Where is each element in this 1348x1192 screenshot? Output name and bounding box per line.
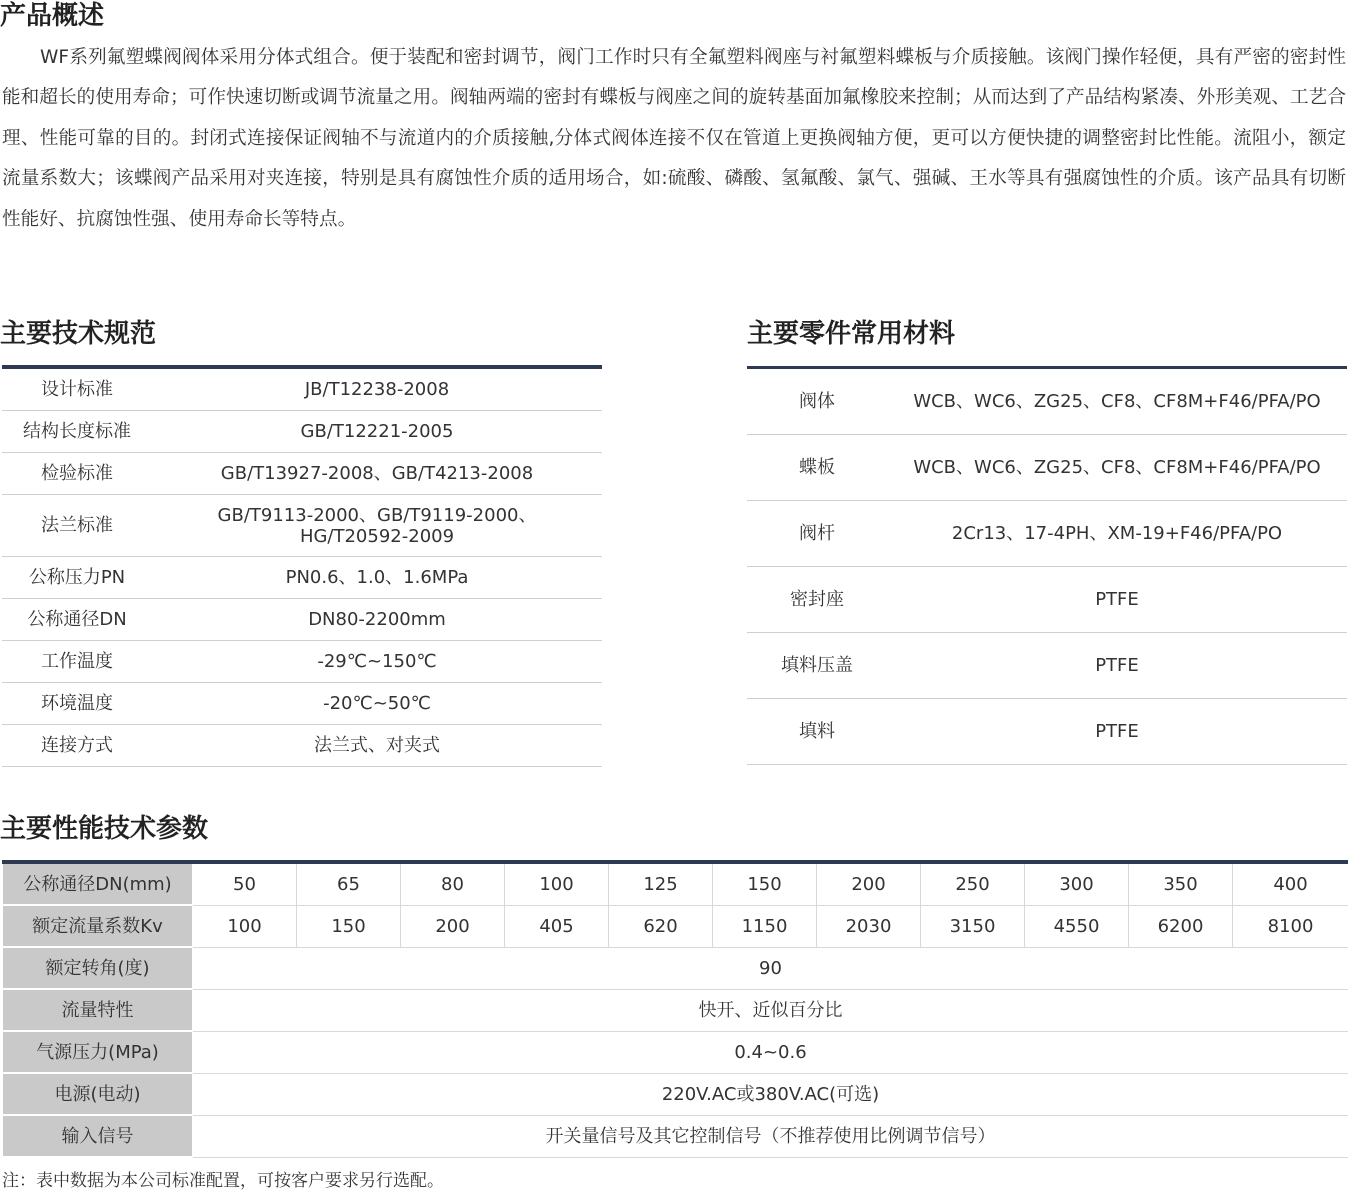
kv-cell: 4550 xyxy=(1025,905,1129,947)
material-part: 阀杆 xyxy=(747,501,887,567)
overview-title: 产品概述 xyxy=(0,0,104,32)
spec-value: GB/T12221-2005 xyxy=(152,411,602,453)
kv-cell: 2030 xyxy=(817,905,921,947)
material-value: PTFE xyxy=(887,633,1347,699)
performance-title: 主要性能技术参数 xyxy=(0,813,208,845)
footnote: 注：表中数据为本公司标准配置，可按客户要求另行选配。 xyxy=(2,1170,444,1192)
param-label: 气源压力(MPa) xyxy=(3,1031,193,1073)
param-label: 电源(电动) xyxy=(3,1073,193,1115)
kv-cell: 3150 xyxy=(921,905,1025,947)
spec-value-line: GB/T9113-2000、GB/T9119-2000、 xyxy=(218,505,537,526)
spec-label: 检验标准 xyxy=(2,453,152,495)
material-value: PTFE xyxy=(887,567,1347,633)
param-label: 额定转角(度) xyxy=(3,947,193,989)
spec-value-line: HG/T20592-2009 xyxy=(300,526,454,547)
material-part: 填料压盖 xyxy=(747,633,887,699)
dn-cell: 125 xyxy=(609,862,713,905)
table-row xyxy=(747,501,1347,567)
material-part: 密封座 xyxy=(747,567,887,633)
table-row xyxy=(747,368,1347,435)
table-row xyxy=(3,905,1348,947)
overview-text: WF系列氟塑蝶阀阀体采用分体式组合。便于装配和密封调节，阀门工作时只有全氟塑料阀座与衬氟塑料蝶板与介质接触。该阀门操作轻便，具有严密的密封性能和超长的使用寿命；可作快速切断或调节流量之用。阀轴两端的密封有蝶板与阀座之间的旋转基面加氟橡胶来控制；从而达到了产品结构紧凑、外形美观、工艺合理、性能可靠的目的。封闭式连接保证阀轴不与流道内的介质接触,分体式阀体连接不仅在管道上更换阀轴方便，更可以方便快捷的调整密封比性能。流阻小，额定流量系数大；该蝶阀产品采用对夹连接，特别是具有腐蚀性介质的适用场合，如:硫酸、磷酸、氢氟酸、氯气、强碱、王水等具有强腐蚀性的介质。该产品具有切断性能好、抗腐蚀性强、使用寿命长等特点。 xyxy=(2,38,1346,240)
material-value: 2Cr13、17-4PH、XM-19+F46/PFA/PO xyxy=(887,501,1347,567)
spec-label: 连接方式 xyxy=(2,725,152,767)
performance-table xyxy=(2,860,1348,1158)
kv-cell: 8100 xyxy=(1233,905,1348,947)
table-row xyxy=(3,1073,1348,1115)
table-row xyxy=(3,1115,1348,1157)
spec-value: PN0.6、1.0、1.6MPa xyxy=(152,557,602,599)
spec-label: 结构长度标准 xyxy=(2,411,152,453)
table-row xyxy=(2,495,602,557)
kv-cell: 200 xyxy=(401,905,505,947)
table-row xyxy=(2,725,602,767)
table-row xyxy=(2,557,602,599)
kv-cell: 405 xyxy=(505,905,609,947)
dn-cell: 300 xyxy=(1025,862,1129,905)
table-row xyxy=(2,683,602,725)
table-row xyxy=(3,947,1348,989)
kv-label: 额定流量系数Kv xyxy=(3,905,193,947)
material-part: 填料 xyxy=(747,699,887,765)
spec-label: 法兰标准 xyxy=(2,495,152,557)
table-row xyxy=(747,699,1347,765)
param-value: 0.4~0.6 xyxy=(193,1031,1348,1073)
dn-cell: 350 xyxy=(1129,862,1233,905)
spec-value: -20℃~50℃ xyxy=(152,683,602,725)
spec-label: 环境温度 xyxy=(2,683,152,725)
dn-label: 公称通径DN(mm) xyxy=(3,862,193,905)
dn-cell: 50 xyxy=(193,862,297,905)
spec-value: -29℃~150℃ xyxy=(152,641,602,683)
dn-cell: 100 xyxy=(505,862,609,905)
spec-value-multiline xyxy=(152,495,602,557)
materials-title: 主要零件常用材料 xyxy=(747,318,955,350)
param-value: 220V.AC或380V.AC(可选) xyxy=(193,1073,1348,1115)
param-value: 快开、近似百分比 xyxy=(193,989,1348,1031)
material-part: 蝶板 xyxy=(747,435,887,501)
table-row xyxy=(2,367,602,411)
table-row xyxy=(2,599,602,641)
table-row xyxy=(747,633,1347,699)
table-row xyxy=(2,411,602,453)
material-value: PTFE xyxy=(887,699,1347,765)
material-value: WCB、WC6、ZG25、CF8、CF8M+F46/PFA/PO xyxy=(887,435,1347,501)
dn-cell: 200 xyxy=(817,862,921,905)
material-value: WCB、WC6、ZG25、CF8、CF8M+F46/PFA/PO xyxy=(887,368,1347,435)
spec-title: 主要技术规范 xyxy=(0,318,156,350)
param-value: 开关量信号及其它控制信号（不推荐使用比例调节信号） xyxy=(193,1115,1348,1157)
table-row xyxy=(747,567,1347,633)
spec-label: 公称通径DN xyxy=(2,599,152,641)
material-part: 阀体 xyxy=(747,368,887,435)
spec-value: JB/T12238-2008 xyxy=(152,367,602,411)
table-row xyxy=(3,989,1348,1031)
dn-cell: 80 xyxy=(401,862,505,905)
kv-cell: 150 xyxy=(297,905,401,947)
dn-cell: 400 xyxy=(1233,862,1348,905)
param-value: 90 xyxy=(193,947,1348,989)
spec-value: 法兰式、对夹式 xyxy=(152,725,602,767)
dn-cell: 250 xyxy=(921,862,1025,905)
kv-cell: 100 xyxy=(193,905,297,947)
spec-value: DN80-2200mm xyxy=(152,599,602,641)
kv-cell: 1150 xyxy=(713,905,817,947)
materials-table xyxy=(747,366,1347,765)
table-row xyxy=(3,862,1348,905)
spec-value: GB/T13927-2008、GB/T4213-2008 xyxy=(152,453,602,495)
dn-cell: 150 xyxy=(713,862,817,905)
param-label: 流量特性 xyxy=(3,989,193,1031)
param-label: 输入信号 xyxy=(3,1115,193,1157)
table-row xyxy=(3,1031,1348,1073)
spec-label: 公称压力PN xyxy=(2,557,152,599)
dn-cell: 65 xyxy=(297,862,401,905)
kv-cell: 6200 xyxy=(1129,905,1233,947)
kv-cell: 620 xyxy=(609,905,713,947)
table-row xyxy=(747,435,1347,501)
table-row xyxy=(2,641,602,683)
spec-table xyxy=(2,365,602,767)
table-row xyxy=(2,453,602,495)
spec-label: 设计标准 xyxy=(2,367,152,411)
spec-label: 工作温度 xyxy=(2,641,152,683)
